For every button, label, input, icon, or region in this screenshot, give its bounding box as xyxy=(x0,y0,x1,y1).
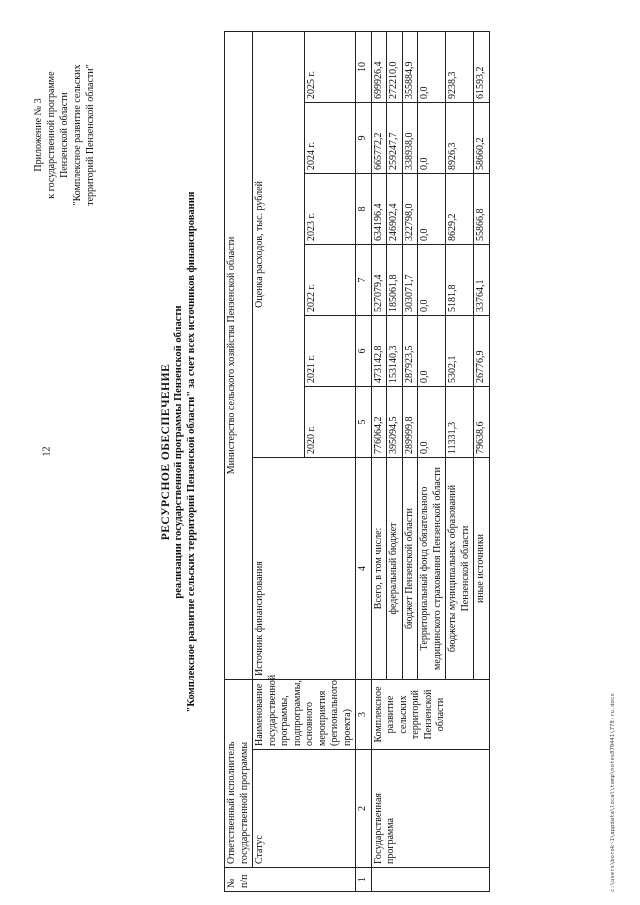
value-cell: 11331,3 xyxy=(446,387,474,458)
row-num-cell xyxy=(371,868,489,892)
value-cell: 289999,8 xyxy=(402,387,418,458)
header-status: Статус xyxy=(253,750,356,868)
index-cell: 10 xyxy=(356,31,372,102)
appendix-line: "Комплексное развитие сельских xyxy=(72,64,83,206)
index-cell: 2 xyxy=(356,750,372,868)
value-cell: 8629,2 xyxy=(446,174,474,245)
landscape-page xyxy=(20,12,620,892)
title-block xyxy=(160,42,198,862)
value-cell: 322798,0 xyxy=(402,174,418,245)
subtitle-line: "Комплексное развитие сельских территорий Пензенской области" за счет всех источников финансирования xyxy=(186,191,197,713)
value-cell: 9238,3 xyxy=(446,31,474,102)
header-row-2 xyxy=(253,31,305,891)
value-cell: 0,0 xyxy=(418,174,446,245)
table-row xyxy=(371,31,387,891)
value-cell: 303071,7 xyxy=(402,245,418,316)
value-cell: 5181,8 xyxy=(446,245,474,316)
value-cell: 287923,5 xyxy=(402,316,418,387)
status-cell: Государственная программа xyxy=(371,750,489,868)
header-ministry: Министерство сельского хозяйства Пензенской области xyxy=(225,31,253,679)
value-cell: 355884,9 xyxy=(402,31,418,102)
value-cell: 272210,0 xyxy=(387,31,403,102)
source-cell: Всего, в том числе: xyxy=(371,458,387,680)
value-cell: 0,0 xyxy=(418,316,446,387)
index-cell: 8 xyxy=(356,174,372,245)
header-year: 2022 г. xyxy=(304,245,356,316)
source-cell: бюджет Пензенской области xyxy=(402,458,418,680)
appendix-line: территорий Пензенской области" xyxy=(85,64,96,206)
header-year: 2024 г. xyxy=(304,103,356,174)
value-cell: 61593,2 xyxy=(474,31,490,102)
appendix-line: Пензенской области xyxy=(59,92,70,178)
header-program-name: Наименование государственной программы, подпрограммы, основного мероприятия (регионального проекта) xyxy=(253,680,356,750)
header-estimate: Оценка расходов, тыс. рублей xyxy=(253,31,305,457)
document-title: РЕСУРСНОЕ ОБЕСПЕЧЕНИЕ xyxy=(160,363,172,541)
header-source: Источник финансирования xyxy=(253,458,356,680)
header-row-1 xyxy=(225,31,253,891)
value-cell: 55866,8 xyxy=(474,174,490,245)
value-cell: 699926,4 xyxy=(371,31,387,102)
header-num: № п/п xyxy=(225,868,356,892)
header-executor: Ответственный исполнитель государственной программы xyxy=(225,680,253,868)
value-cell: 0,0 xyxy=(418,245,446,316)
value-cell: 338938,0 xyxy=(402,103,418,174)
source-cell: Территориальный фонд обязательного медицинского страхования Пензенской области xyxy=(418,458,446,680)
value-cell: 26776,9 xyxy=(474,316,490,387)
value-cell: 185061,8 xyxy=(387,245,403,316)
value-cell: 0,0 xyxy=(418,31,446,102)
value-cell: 33764,1 xyxy=(474,245,490,316)
index-cell: 6 xyxy=(356,316,372,387)
value-cell: 0,0 xyxy=(418,103,446,174)
appendix-line: к государственной программе xyxy=(46,71,57,199)
program-name-cell: Комплексное развитие сельских территорий Пензенской области xyxy=(371,680,489,750)
value-cell: 153140,3 xyxy=(387,316,403,387)
value-cell: 8926,3 xyxy=(446,103,474,174)
value-cell: 246902,4 xyxy=(387,174,403,245)
document-subtitle xyxy=(172,42,198,862)
index-cell: 5 xyxy=(356,387,372,458)
index-cell: 4 xyxy=(356,458,372,680)
value-cell: 527079,4 xyxy=(371,245,387,316)
value-cell: 776064,2 xyxy=(371,387,387,458)
header-year: 2021 г. xyxy=(304,316,356,387)
value-cell: 665772,2 xyxy=(371,103,387,174)
index-cell: 7 xyxy=(356,245,372,316)
value-cell: 0,0 xyxy=(418,387,446,458)
file-path-footer: c:\users\borok~1\appdata\local\temp\notes879441\778-ru.docx xyxy=(610,693,616,892)
value-cell: 473142,8 xyxy=(371,316,387,387)
value-cell: 58660,2 xyxy=(474,103,490,174)
page-number: 12 xyxy=(41,446,53,457)
value-cell: 634196,4 xyxy=(371,174,387,245)
subtitle-line: реализации государственной программы Пензенской области xyxy=(173,305,184,599)
resource-table xyxy=(224,31,490,892)
index-cell: 1 xyxy=(356,868,372,892)
header-year: 2023 г. xyxy=(304,174,356,245)
value-cell: 5302,1 xyxy=(446,316,474,387)
index-cell: 9 xyxy=(356,103,372,174)
appendix-note xyxy=(32,30,97,240)
value-cell: 79638,6 xyxy=(474,387,490,458)
value-cell: 395094,5 xyxy=(387,387,403,458)
header-year: 2020 г. xyxy=(304,387,356,458)
source-cell: иные источники xyxy=(474,458,490,680)
index-cell: 3 xyxy=(356,680,372,750)
index-row xyxy=(356,31,372,891)
appendix-line: Приложение № 3 xyxy=(33,98,44,172)
value-cell: 259247,7 xyxy=(387,103,403,174)
resource-table-container xyxy=(224,32,490,892)
header-year: 2025 г. xyxy=(304,31,356,102)
source-cell: бюджеты муниципальных образований Пензенской области xyxy=(446,458,474,680)
source-cell: федеральный бюджет xyxy=(387,458,403,680)
